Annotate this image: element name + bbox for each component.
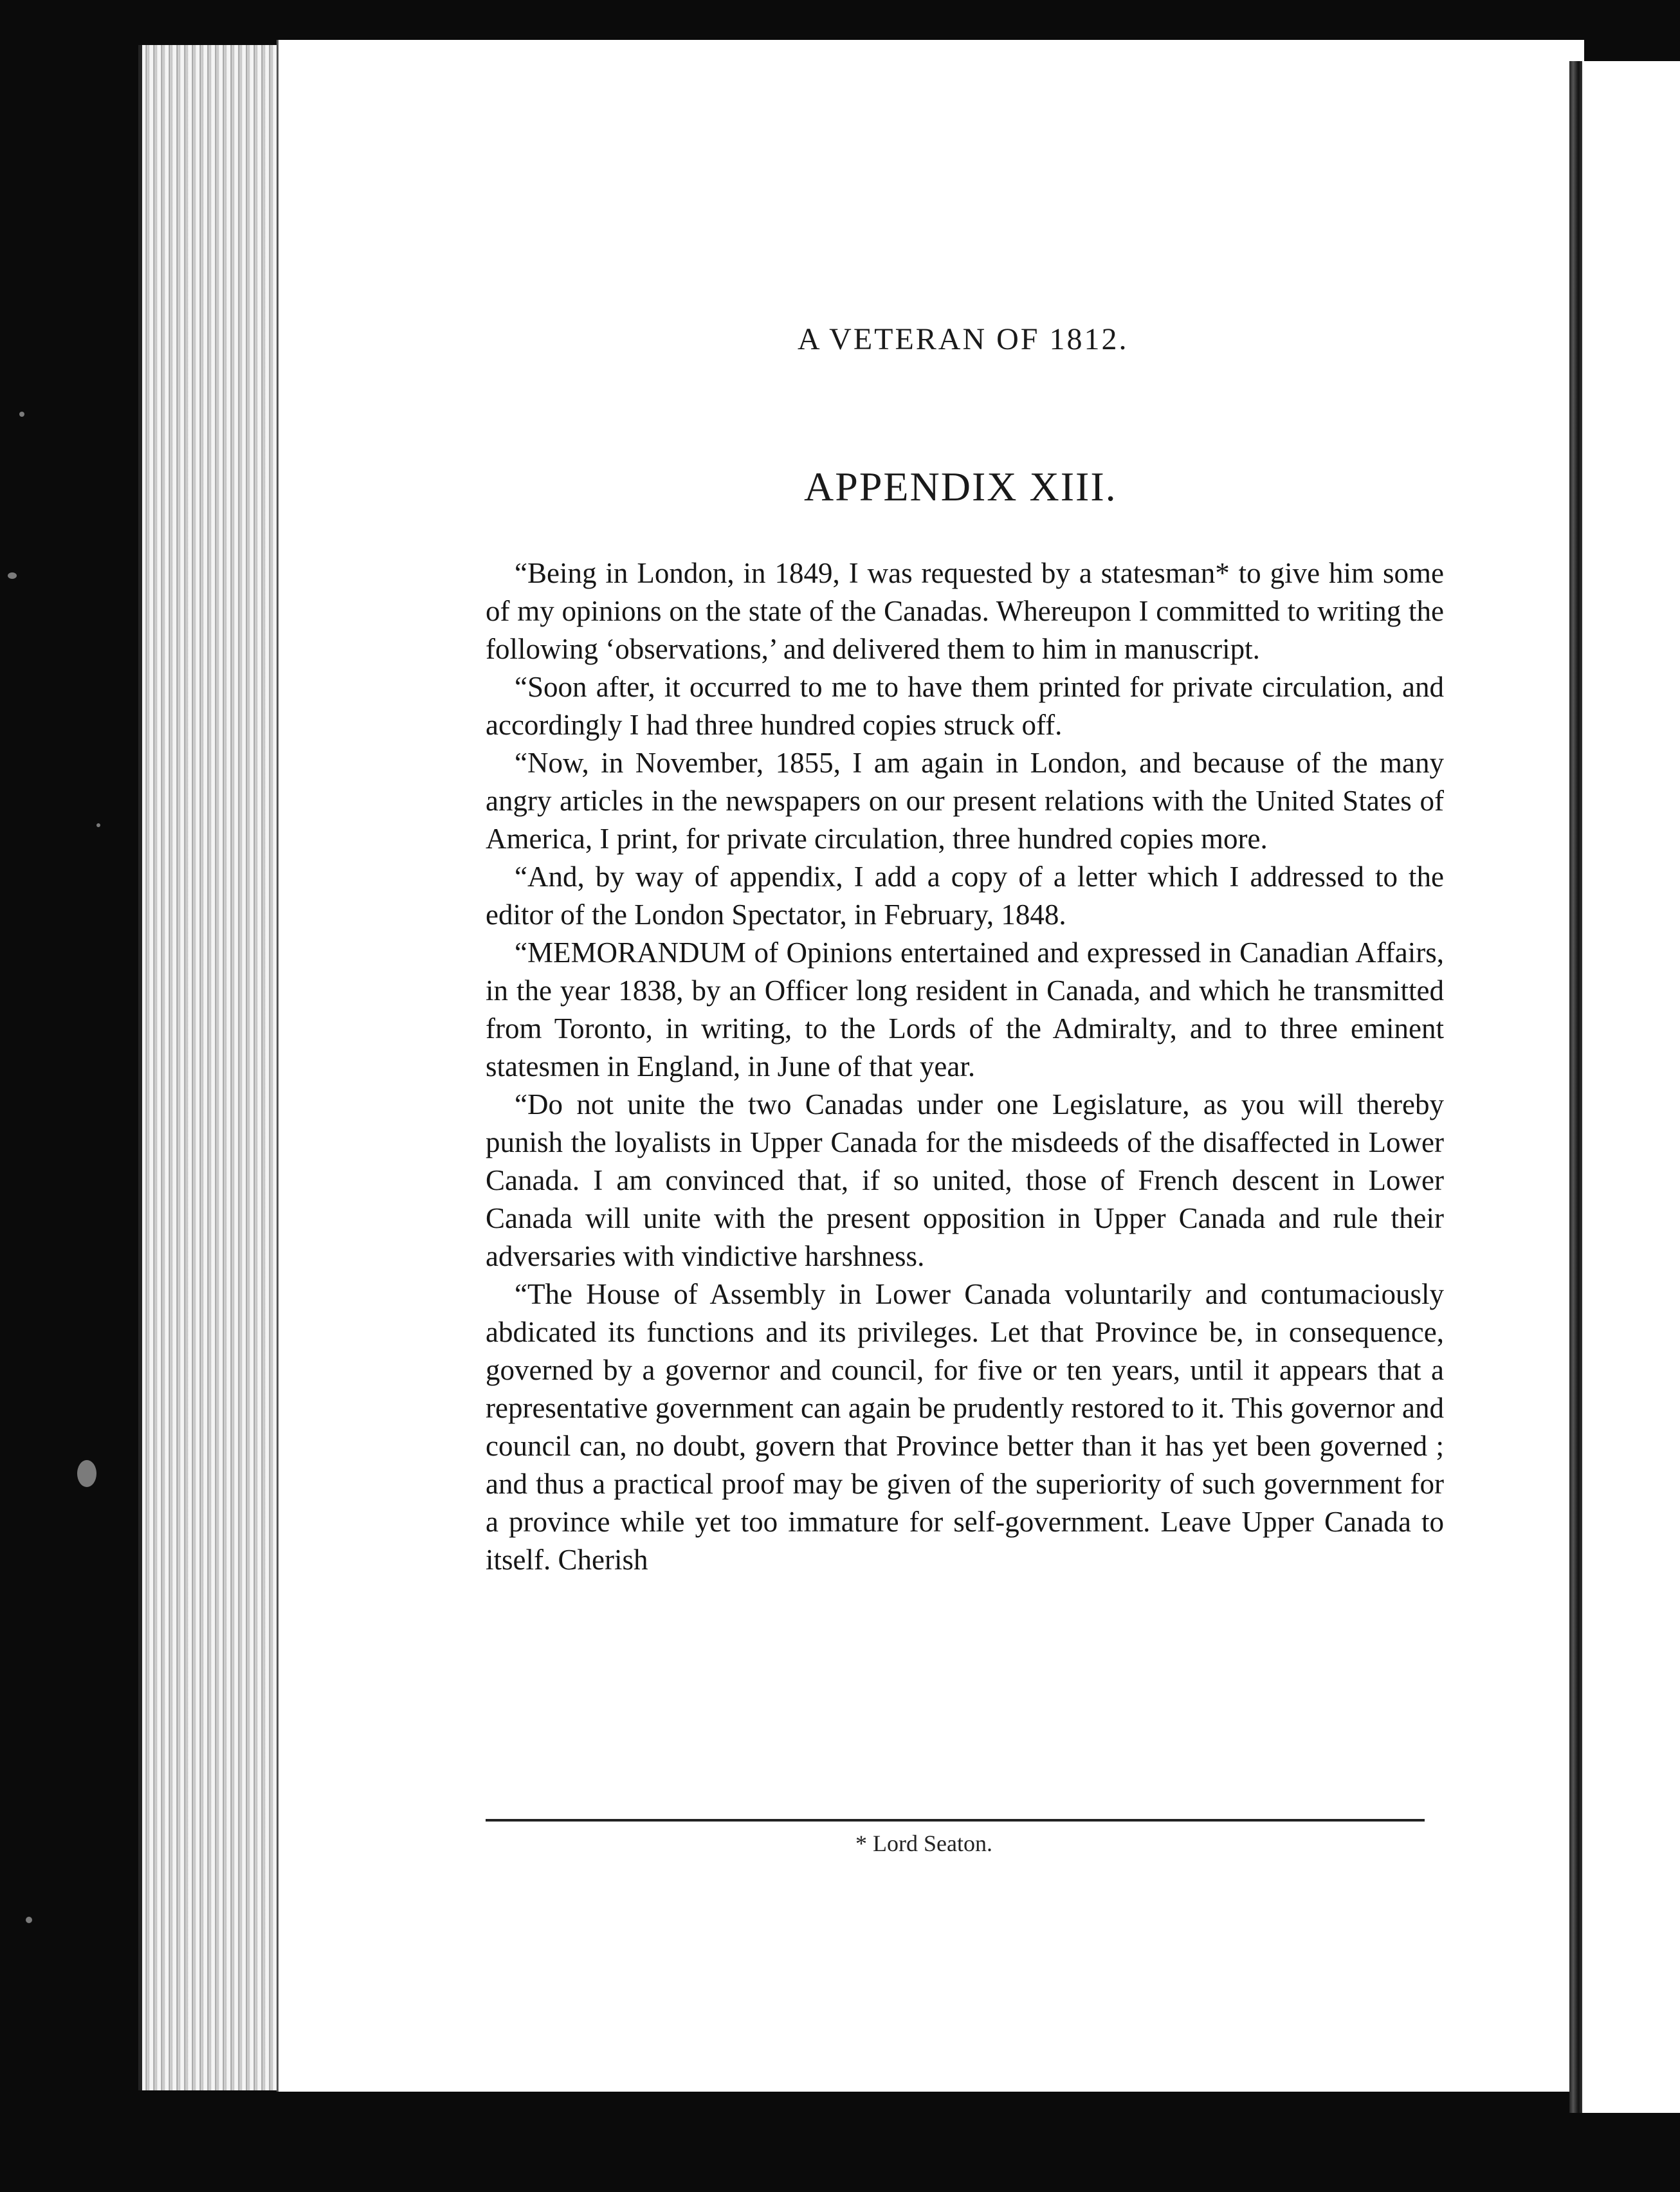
paragraph: “The House of Assembly in Lower Canada voluntarily and contumaciously abdicated its functions and its privileges. Let that Province be, in consequence, governed by a governor and council, for five or ten years, until it appears that a representative government can again be prudently restored to it. This governor and council can, no doubt, govern that Province better than it has yet been governed ; and thus a practical proof may be given of the superiority of such government for a province while yet too immature for self-government. Leave Upper Canada to itself. Cherish: [486, 1278, 1444, 1576]
footnote-rule: [486, 1819, 1425, 1822]
dust-speck: [8, 572, 17, 579]
paragraph: “Soon after, it occurred to me to have them printed for private circulation, and accordingly I had three hundred copies struck off.: [486, 671, 1444, 741]
facing-page-edge: [1582, 61, 1680, 2113]
dust-speck: [96, 823, 100, 827]
footnote: * Lord Seaton.: [855, 1831, 992, 1856]
paragraph: “And, by way of appendix, I add a copy of a letter which I addressed to the editor of the London Spectator, in February, 1848.: [486, 861, 1444, 931]
appendix-title: APPENDIX XIII.: [804, 464, 1117, 509]
paragraph: “Do not unite the two Canadas under one Legislature, as you will thereby punish the loyalists in Upper Canada for the misdeeds of the disaffected in Lower Canada. I am convinced that, if so united, those of French descent in Lower Canada will unite with the present opposition in Upper Canada and rule their adversaries with vindictive harshness.: [486, 1088, 1444, 1272]
gutter-shadow: [1569, 61, 1582, 2113]
running-head: A VETERAN OF 1812.: [798, 322, 1129, 356]
paragraph: “Being in London, in 1849, I was requested by a statesman* to give him some of my opinions on the state of the Canadas. Whereupon I committed to writing the following ‘observations,’ and delivered them to him in manuscript.: [486, 557, 1444, 665]
dust-speck: [26, 1917, 32, 1923]
book-page-edges: [138, 45, 290, 2090]
dust-speck: [77, 1460, 96, 1487]
paragraph: “Now, in November, 1855, I am again in London, and because of the many angry articles in the newspapers on our present relations with the United States of America, I print, for private circulation, three hundred copies more.: [486, 747, 1444, 855]
paragraph: “MEMORANDUM of Opinions entertained and expressed in Canadian Affairs, in the year 1838, by an Officer long resident in Canada, and which he transmitted from Toronto, in writing, to the Lords of the Admiralty, and to three eminent statesmen in England, in June of that year.: [486, 936, 1444, 1082]
dust-speck: [19, 412, 24, 417]
body-text: [486, 554, 1444, 1579]
